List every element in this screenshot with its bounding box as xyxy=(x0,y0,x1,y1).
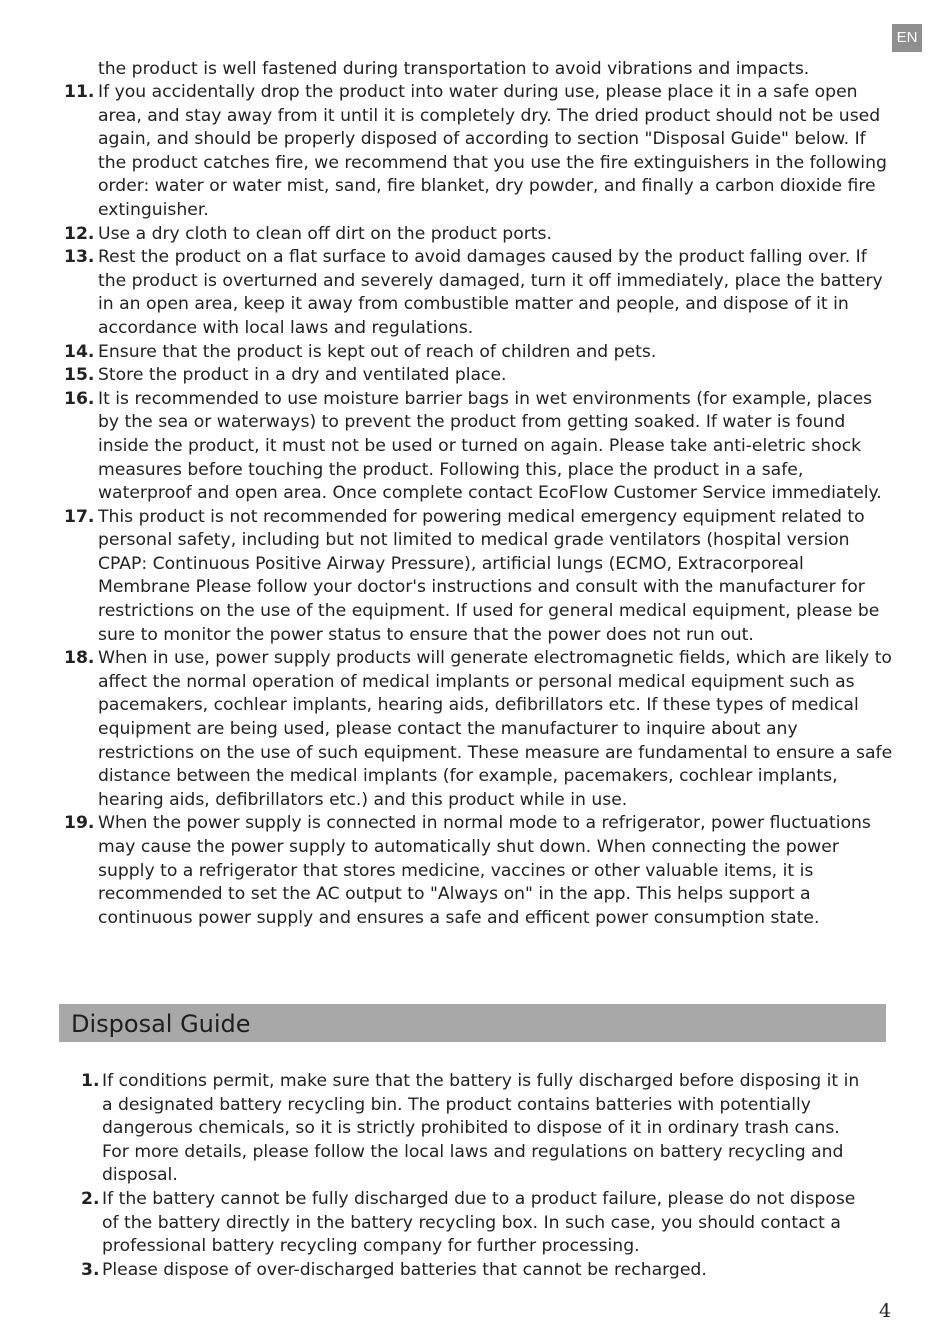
list-item xyxy=(64,647,894,812)
item-text: If conditions permit, make sure that the battery is fully discharged before disposing it in a designated battery recycling bin. The product contains batteries with potentially dangerous chemicals, so it is strictly prohibited to dispose of it in ordinary trash cans. For more details, please follow the local laws and regulations on battery recycling and disposal. xyxy=(102,1071,860,1186)
list-item xyxy=(81,1259,871,1283)
list-item xyxy=(64,506,894,648)
item-number: 15. xyxy=(64,365,95,386)
item-number: 17. xyxy=(64,506,95,527)
item-number: 19. xyxy=(64,813,95,834)
section-title: Disposal Guide xyxy=(71,1010,251,1038)
item-text: If the battery cannot be fully discharged due to a product failure, please do not dispose of the battery directly in the battery recycling box. In such case, you should contact a professional battery recycling company for further processing. xyxy=(102,1188,856,1257)
item-text: Use a dry cloth to clean off dirt on the product ports. xyxy=(98,223,552,244)
item-number: 3. xyxy=(81,1259,100,1280)
item-text: When the power supply is connected in normal mode to a refrigerator, power fluctuations may cause the power supply to automatically shut down. When connecting the power supply to a refrigerator that stores medicine, vaccines or other valuable items, it is recommended to set the AC output to "Always on" in the app. This helps support a continuous power supply and ensures a safe and efficent power consumption state. xyxy=(98,813,871,928)
item-text: Ensure that the product is kept out of reach of children and pets. xyxy=(98,341,657,362)
list-item xyxy=(64,364,894,388)
item-text: This product is not recommended for powering medical emergency equipment related to personal safety, including but not limited to medical grade ventilators (hospital version CPAP: Continuous Positive Airway Pressure), artificial lungs (ECMO, Extracorporeal Membrane Please follow your doctor's instructions and consult with the manufacturer for restrictions on the use of the equipment. If used for general medical equipment, please be sure to monitor the power status to ensure that the power does not run out. xyxy=(98,506,880,645)
item-number: 1. xyxy=(81,1071,100,1091)
list-item xyxy=(64,341,894,365)
item-number: 11. xyxy=(64,82,95,102)
item-number: 2. xyxy=(81,1188,100,1209)
item-number: 16. xyxy=(64,388,95,409)
language-badge: EN xyxy=(892,24,922,52)
page-number: 4 xyxy=(879,1300,892,1322)
disposal-guide-list xyxy=(81,1070,871,1282)
list-item xyxy=(64,812,894,930)
list-item xyxy=(81,1188,871,1259)
continuation-text: the product is well fastened during transportation to avoid vibrations and impacts. xyxy=(98,59,810,79)
list-item xyxy=(64,223,894,247)
item-number: 13. xyxy=(64,247,95,268)
item-text: Please dispose of over-discharged batteries that cannot be recharged. xyxy=(102,1259,707,1280)
item-text: Rest the product on a flat surface to avoid damages caused by the product falling over. If the product is overturned and severely damaged, turn it off immediately, place the battery in an open area, keep it away from combustible matter and people, and dispose of it in accordance with local laws and regulations. xyxy=(98,247,883,338)
item-text: It is recommended to use moisture barrier bags in wet environments (for example, places by the sea or waterways) to prevent the product from getting soaked. If water is found inside the product, it must not be used or turned on again. Please take anti-eletric shock measures before touching the product. Following this, place the product in a safe, waterproof and open area. Once complete contact EcoFlow Customer Service immediately. xyxy=(98,388,882,504)
list-item xyxy=(64,81,894,223)
disposal-guide-header xyxy=(59,1004,886,1042)
item-text: If you accidentally drop the product into water during use, please place it in a safe open area, and stay away from it until it is completely dry. The dried product should not be used again, and should be properly disposed of according to section "Disposal Guide" below. If the product catches fire, we recommend that you use the fire extinguishers in the following order: water or water mist, sand, fire blanket, dry powder, and finally a carbon dioxide fire extinguisher. xyxy=(98,82,887,220)
item-number: 18. xyxy=(64,648,95,669)
item-text: Store the product in a dry and ventilated place. xyxy=(98,365,507,386)
safety-instructions-list xyxy=(64,81,894,930)
item-number: 12. xyxy=(64,223,95,244)
item-text: When in use, power supply products will generate electromagnetic fields, which are likely to affect the normal operation of medical implants or personal medical equipment such as pacemakers, cochlear implants, hearing aids, defibrillators etc. If these types of medical equipment are being used, please contact the manufacturer to inquire about any restrictions on the use of such equipment. These measure are fundamental to ensure a safe distance between the medical implants (for example, pacemakers, cochlear implants, hearing aids, defibrillators etc.) and this product while in use. xyxy=(98,648,893,810)
list-item xyxy=(64,246,894,340)
list-item xyxy=(81,1070,871,1188)
item-number: 14. xyxy=(64,341,95,362)
list-item xyxy=(64,388,894,506)
